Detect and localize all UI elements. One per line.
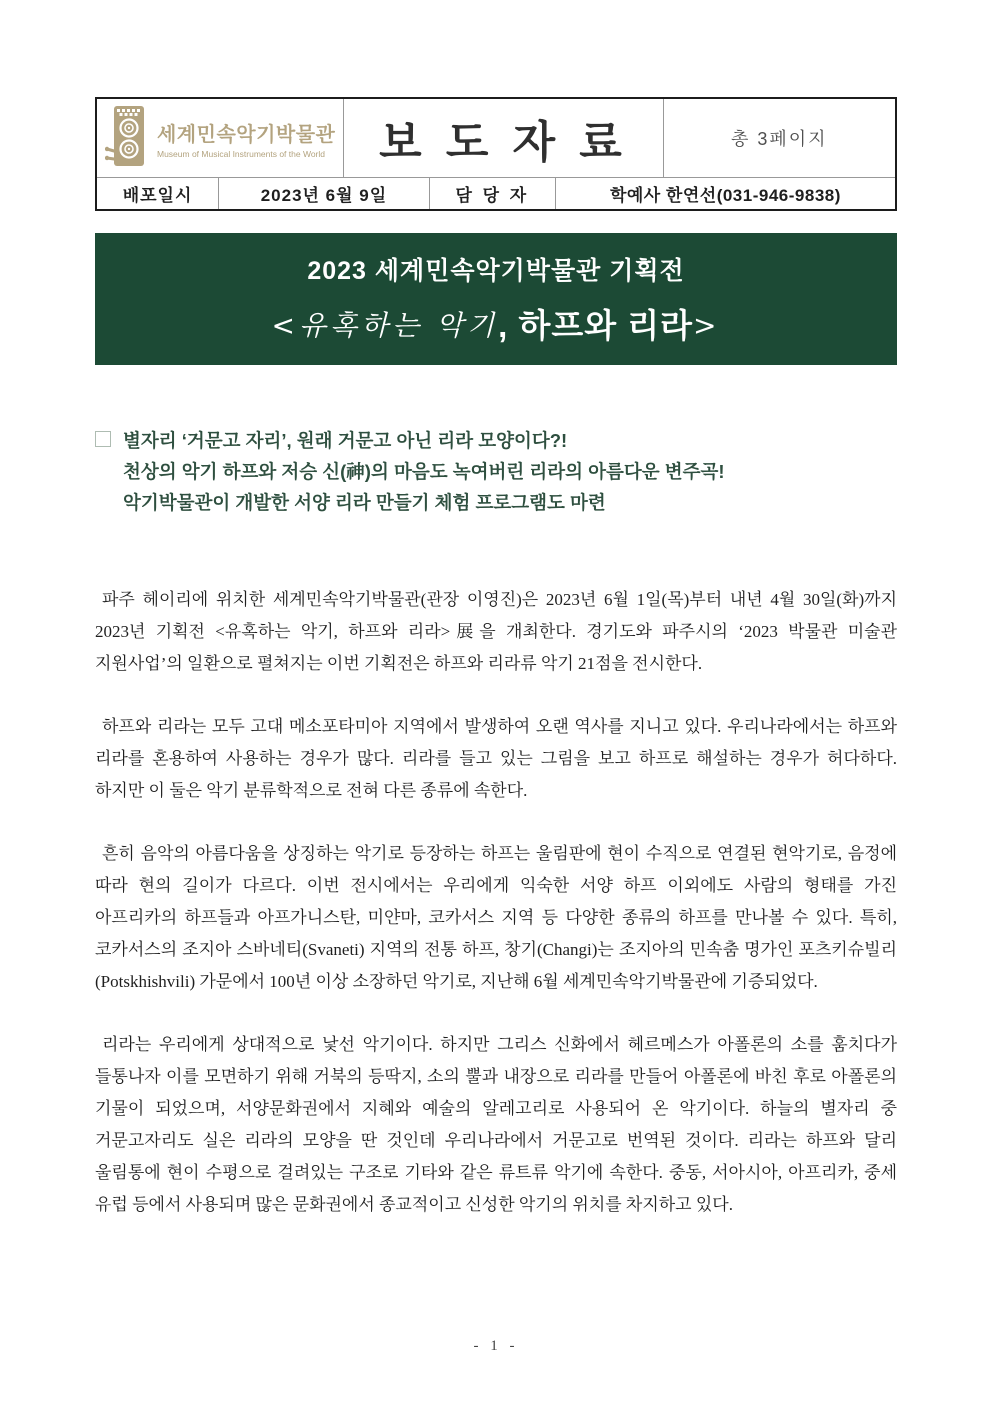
summary-line: 천상의 악기 하프와 저승 신(神)의 마음도 녹여버린 리라의 아름다운 변주곡! [123, 461, 725, 482]
museum-name-english: Museum of Musical Instruments of the World [156, 148, 326, 159]
exhibition-title-close-bracket: > [693, 309, 721, 342]
header-row-top [97, 99, 895, 178]
release-date-label: 배포일시 [97, 178, 219, 209]
body-paragraph: 파주 헤이리에 위치한 세계민속악기박물관(관장 이영진)은 2023년 6월 1일(목)부터 내년 4월 30일(화)까지 2023년 기획전 <유혹하는 악기, 하프와 리라>展을 개최한다. 경기도와 파주시의 ‘2023 박물관 미술관 지원사업’의 일환으로 펼쳐지는 이번 기획전은 하프와 리라류 악기 21점을 전시한다. [95, 590, 897, 673]
checkbox-icon [95, 431, 111, 447]
exhibition-banner [95, 233, 897, 365]
exhibition-banner-subtitle: 2023 세계민속악기박물관 기획전 [307, 257, 685, 285]
exhibition-title-bold-part: , 하프와 리라 [498, 307, 694, 344]
summary-line: 악기박물관이 개발한 서양 리라 만들기 체험 프로그램도 마련 [123, 492, 606, 513]
header-row-bottom [97, 178, 895, 209]
body-section [95, 584, 897, 1221]
page-number: - 1 - [473, 1338, 519, 1354]
summary-block [95, 425, 897, 518]
page-count-cell [664, 99, 895, 177]
doc-type-title: 보 도 자 료 [379, 118, 628, 167]
body-paragraph: 하프와 리라는 모두 고대 메소포타미아 지역에서 발생하여 오랜 역사를 지니고 있다. 우리나라에서는 하프와 리라를 혼용하여 사용하는 경우가 많다. 리라를 들고 있는 그림을 보고 하프로 해설하는 경우가 허다하다. 하지만 이 둘은 악기 분류학적으로 전혀 다른 종류에 속한다. [95, 717, 897, 800]
exhibition-banner-title [271, 300, 720, 347]
release-date-value: 2023년 6월 9일 [219, 178, 430, 209]
body-paragraph: 리라는 우리에게 상대적으로 낯선 악기이다. 하지만 그리스 신화에서 헤르메스가 아폴론의 소를 훔치다가 들통나자 이를 모면하기 위해 거북의 등딱지, 소의 뿔과 내장으로 리라를 만들어 아폴론에 바친 후로 아폴론의 기물이 되었으며, 서양문화권에서 지혜와 예술의 알레고리로 사용되어 온 악기이다. 하늘의 별자리 중 거문고자리도 실은 리라의 모양을 딴 것인데 우리나라에서 거문고로 번역된 것이다. 리라는 하프와 달리 울림통에 현이 수평으로 걸려있는 구조로 기타와 같은 류트류 악기에 속한다. 중동, 서아시아, 아프리카, 중세 유럽 등에서 사용되며 많은 문화권에서 종교적이고 신성한 악기의 위치를 차지하고 있다. [95, 1035, 897, 1214]
exhibition-title-script-part: <유혹하는 악기 [271, 309, 499, 342]
contact-label: 담 당 자 [430, 178, 556, 209]
contact-value: 학예사 한연선(031-946-9838) [609, 186, 841, 205]
body-paragraph: 흔히 음악의 아름다움을 상징하는 악기로 등장하는 하프는 울림판에 현이 수직으로 연결된 현악기로, 음정에 따라 현의 길이가 다르다. 이번 전시에서는 우리에게 익숙한 서양 하프 이외에도 사람의 형태를 가진 아프리카의 하프들과 아프가니스탄, 미얀마, 코카서스 지역 등 다양한 종류의 하프를 만나볼 수 있다. 특히, 코카서스의 조지아 스바네티(Svaneti) 지역의 전통 하프, 창기(Changi)는 조지아의 민속춤 명가인 포츠키슈빌리(Potskhishvili) 가문에서 100년 이상 소장하던 악기로, 지난해 6월 세계민속악기박물관에 기증되었다. [95, 844, 897, 991]
logo-text [157, 118, 335, 159]
doc-type-cell [344, 99, 663, 177]
logo-cell [97, 99, 344, 177]
header-table [95, 97, 897, 211]
page-count-label: 총 3페이지 [730, 129, 828, 149]
summary-line: 별자리 ‘거문고 자리’, 원래 거문고 아닌 리라 모양이다?! [123, 430, 568, 451]
page-content [95, 0, 897, 1221]
museum-name-korean: 세계민속악기박물관 [156, 123, 336, 146]
museum-logo-icon [105, 104, 149, 173]
